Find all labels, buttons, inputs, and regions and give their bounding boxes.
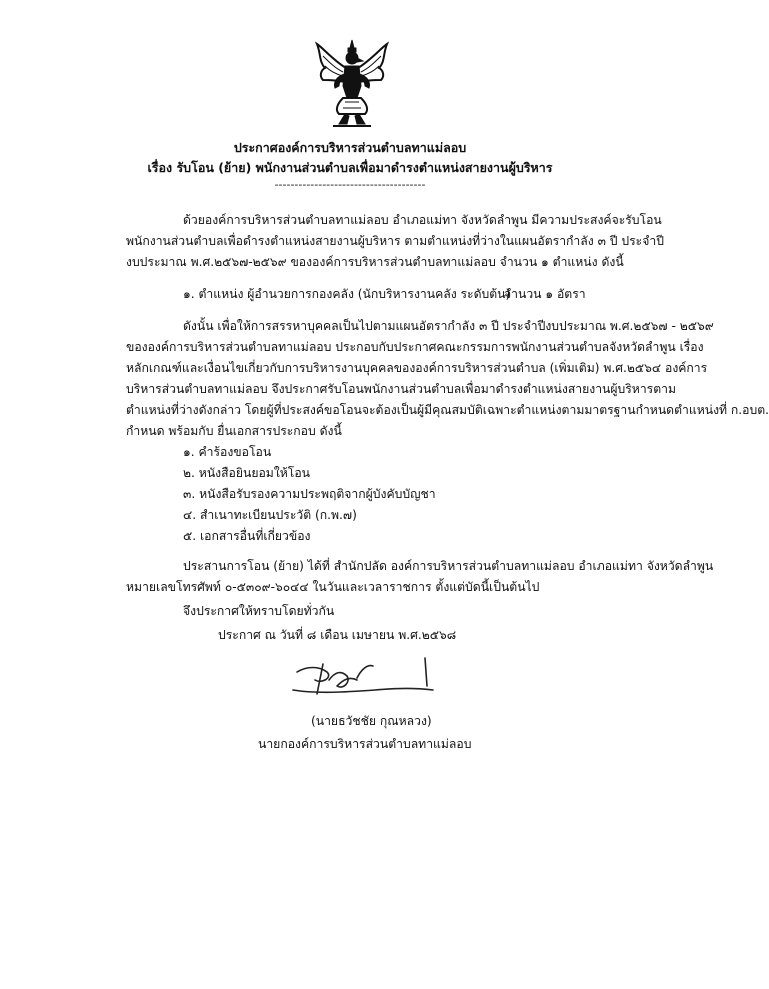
announcement-title: ประกาศองค์การบริหารส่วนตำบลทาแม่ลอบ [233,140,467,155]
para1-line-3: งบประมาณ พ.ศ.๒๕๖๗-๒๕๖๙ ขององค์การบริหารส่วนตำบลทาแม่ลอบ จำนวน ๑ ตำแหน่ง ดังนี้ [126,255,624,269]
subject-prefix: เรื่อง [147,160,173,175]
document-item: ๒. หนังสือยินยอมให้โอน [183,466,311,480]
para2-line-3: หลักเกณฑ์และเงื่อนไขเกี่ยวกับการบริหารงานบุคคลขององค์การบริหารส่วนตำบล (เพิ่มเติม) พ.ศ.๒๕๖๔ องค์การ [126,361,708,375]
announcement-date: ประกาศ ณ วันที่ ๘ เดือน เมษายน พ.ศ.๒๕๖๘ [218,628,457,642]
para2-line-4: บริหารส่วนตำบลทาแม่ลอบ จึงประกาศรับโอนพนักงานส่วนตำบลเพื่อมาดำรงตำแหน่งสายงานผู้บริหารตาม [126,382,677,396]
para2-line-2: ขององค์การบริหารส่วนตำบลทาแม่ลอบ ประกอบกับประกาศคณะกรรมการพนักงานส่วนตำบลจังหวัดลำพูน เรื่อง [126,340,704,354]
signer-title: นายกองค์การบริหารส่วนตำบลทาแม่ลอบ [258,737,472,751]
para1-line-1: ด้วยองค์การบริหารส่วนตำบลทาแม่ลอบ อำเภอแม่ทา จังหวัดลำพูน มีความประสงค์จะรับโอน [183,213,662,227]
signer-name: (นายธวัชชัย กุณหลวง) [311,714,432,728]
position-item: ๑. ตำแหน่ง ผู้อำนวยการกองคลัง (นักบริหารงานคลัง ระดับต้น) [183,287,511,301]
para1-line-2: พนักงานส่วนตำบลเพื่อดำรงตำแหน่งสายงานผู้บริหาร ตามตำแหน่งที่ว่างในแผนอัตรากำลัง ๓ ปี ประจำปี [126,234,664,248]
subject-text: รับโอน (ย้าย) พนักงานส่วนตำบลเพื่อมาดำรงตำแหน่งสายงานผู้บริหาร [176,160,553,175]
garuda-emblem-icon [313,38,391,128]
para2-line-1: ดังนั้น เพื่อให้การสรรหาบุคคลเป็นไปตามแผนอัตรากำลัง ๓ ปี ประจำปีงบประมาณ พ.ศ.๒๕๖๗ - ๒๕๖๙ [183,319,714,333]
document-item: ๓. หนังสือรับรองความประพฤติจากผู้บังคับบัญชา [183,487,436,501]
para2-line-5: ตำแหน่งที่ว่างดังกล่าว โดยผู้ที่ประสงค์ขอโอนจะต้องเป็นผู้มีคุณสมบัติเฉพาะตำแหน่งตามมาตรฐานกำหนดตำแหน่งที่ ก.อบต. [126,403,769,417]
handwritten-signature [287,650,437,702]
announcement-subject [0,158,700,178]
position-count: จำนวน ๑ อัตรา [504,287,586,301]
title-separator: -------------------------------------- [274,178,426,191]
document-item: ๔. สำเนาทะเบียนประวัติ (ก.พ.๗) [183,508,357,522]
closing-text: จึงประกาศให้ทราบโดยทั่วกัน [183,604,335,618]
document-item: ๑. คำร้องขอโอน [183,445,272,459]
para2-line-6: กำหนด พร้อมกับ ยื่นเอกสารประกอบ ดังนี้ [126,424,342,438]
para3-line-1: ประสานการโอน (ย้าย) ได้ที่ สำนักปลัด องค์การบริหารส่วนตำบลทาแม่ลอบ อำเภอแม่ทา จังหวัดลำพูน [183,559,714,573]
document-item: ๕. เอกสารอื่นที่เกี่ยวข้อง [183,529,311,543]
para3-line-2: หมายเลขโทรศัพท์ ๐-๕๓๐๙-๖๐๔๔ ในวันและเวลาราชการ ตั้งแต่บัดนี้เป็นต้นไป [126,580,540,594]
